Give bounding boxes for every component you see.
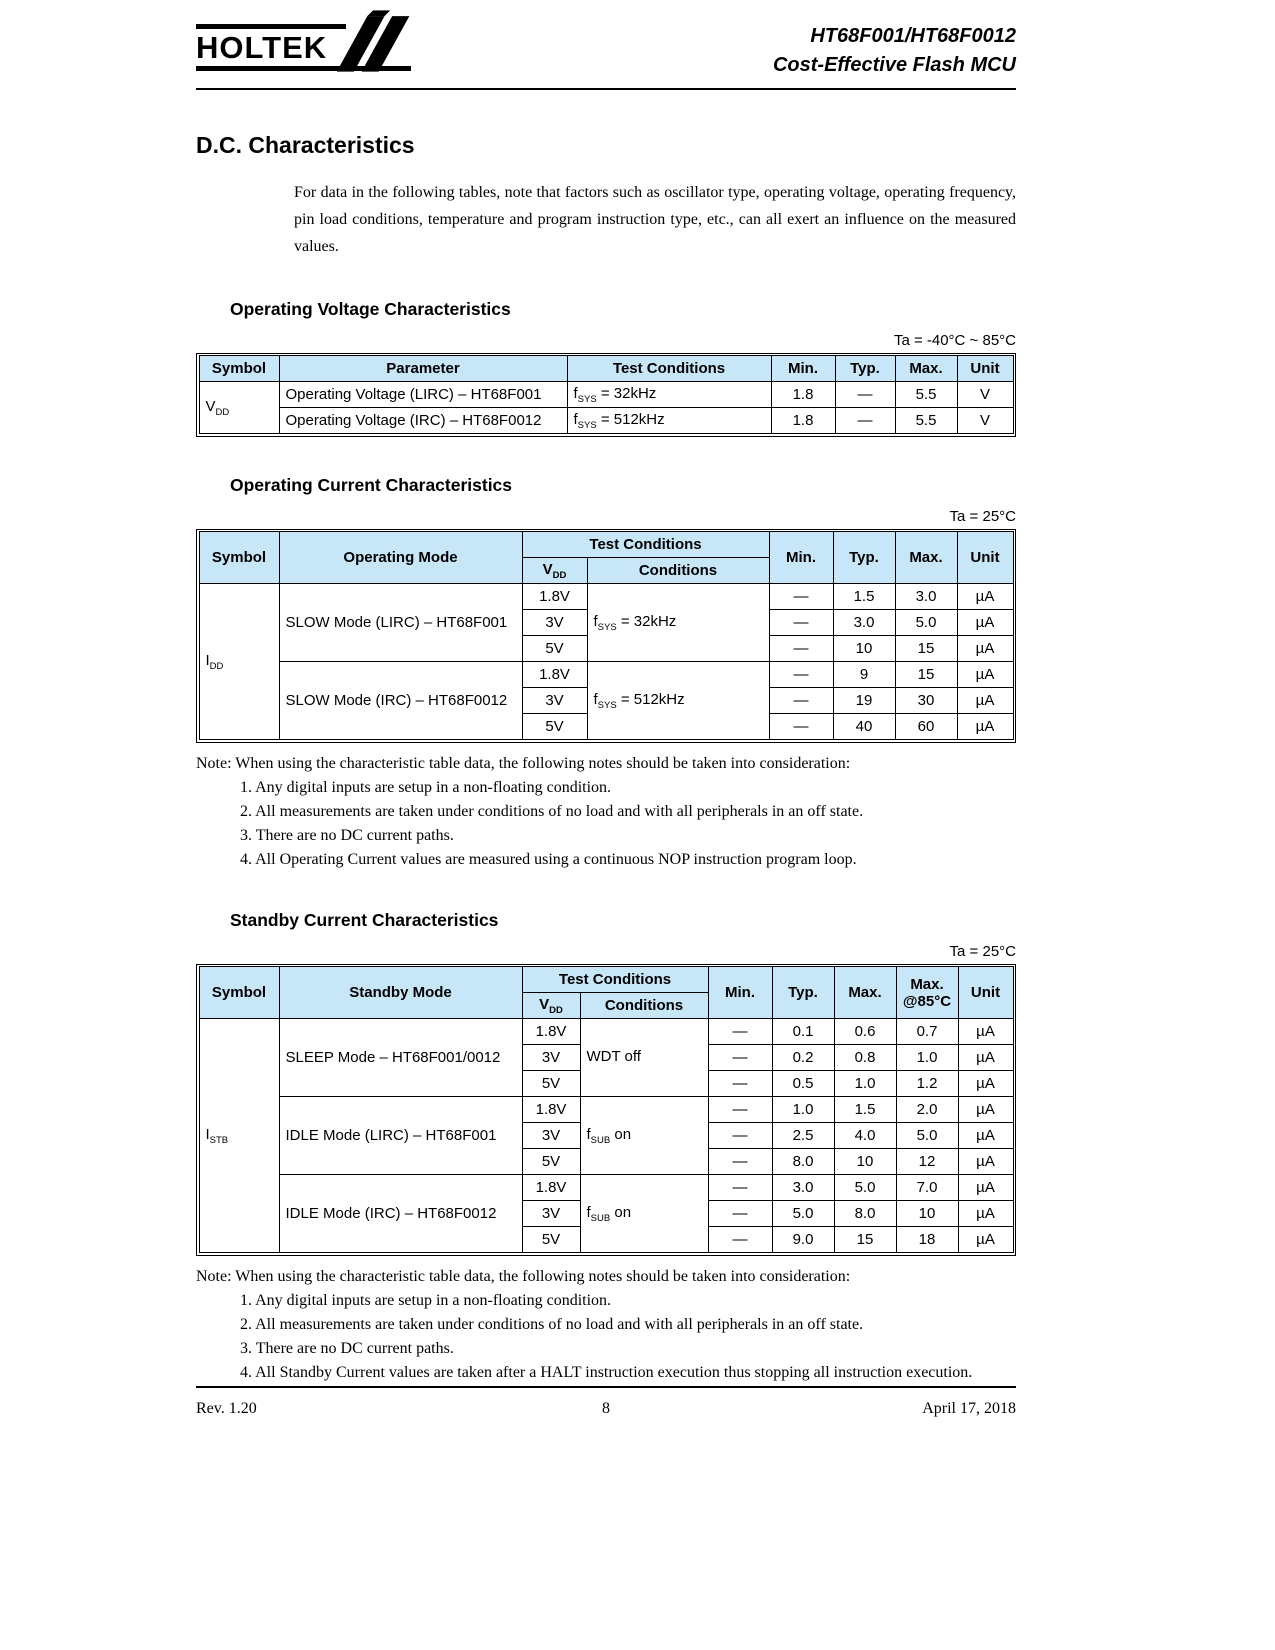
product-name: HT68F001/HT68F0012 bbox=[810, 25, 1016, 47]
cell-unit: µA bbox=[957, 662, 1013, 688]
symbol-sub: DD bbox=[209, 660, 224, 672]
cell-max85: 10 bbox=[896, 1201, 958, 1227]
cell-symbol bbox=[199, 1019, 279, 1253]
cell-mode: IDLE Mode (IRC) – HT68F0012 bbox=[279, 1175, 522, 1253]
cell-max: 5.0 bbox=[834, 1175, 896, 1201]
cell-test-conditions bbox=[567, 382, 771, 408]
cell-unit: µA bbox=[957, 584, 1013, 610]
col-test-conditions: Test Conditions bbox=[522, 967, 708, 993]
symbol-sub: DD bbox=[215, 406, 230, 418]
cell-symbol bbox=[199, 584, 279, 740]
operating-current-section bbox=[196, 475, 1016, 872]
table-row bbox=[199, 408, 1013, 434]
standby-current-section bbox=[196, 910, 1016, 1385]
vdd-sub: DD bbox=[549, 1004, 563, 1016]
cell-max: 0.6 bbox=[834, 1019, 896, 1045]
cond-base: f bbox=[573, 410, 578, 428]
cell-max: 15 bbox=[895, 636, 957, 662]
cell-vdd: 5V bbox=[522, 714, 587, 740]
cell-unit: µA bbox=[958, 1175, 1013, 1201]
operating-voltage-table bbox=[199, 355, 1014, 434]
symbol-base: V bbox=[205, 397, 216, 415]
cell-max85: 5.0 bbox=[896, 1123, 958, 1149]
page-header bbox=[196, 0, 1016, 80]
cell-conditions bbox=[580, 1175, 708, 1253]
header-row bbox=[199, 532, 1013, 558]
symbol-sub: STB bbox=[209, 1134, 229, 1146]
symbol-base: I bbox=[205, 1125, 210, 1143]
col-standby-mode: Standby Mode bbox=[279, 967, 522, 1019]
col-max: Max. bbox=[834, 967, 896, 1019]
col-max: Max. bbox=[895, 532, 957, 584]
intro-paragraph: For data in the following tables, note that factors such as oscillator type, operating voltage, operating frequency, pin load conditions, temperature and program instruction type, etc., can all exert an influence on the measured values. bbox=[294, 184, 1016, 256]
table-row bbox=[199, 1019, 1013, 1045]
cell-unit: µA bbox=[957, 688, 1013, 714]
col-vdd bbox=[522, 558, 587, 584]
cell-max85: 2.0 bbox=[896, 1097, 958, 1123]
cell-vdd: 3V bbox=[522, 688, 587, 714]
col-conditions: Conditions bbox=[580, 993, 708, 1019]
cell-min: — bbox=[708, 1097, 772, 1123]
cell-test-conditions bbox=[567, 408, 771, 434]
cell-min: — bbox=[769, 662, 833, 688]
cell-min: — bbox=[769, 688, 833, 714]
cell-max: 60 bbox=[895, 714, 957, 740]
note-item: 3. There are no DC current paths. bbox=[240, 1339, 454, 1357]
cell-max: 30 bbox=[895, 688, 957, 714]
cell-typ: — bbox=[835, 408, 895, 434]
col-test-conditions: Test Conditions bbox=[567, 356, 771, 382]
note-item: 4. All Operating Current values are measured using a continuous NOP instruction program loop. bbox=[240, 850, 857, 868]
cond-rest: on bbox=[610, 1125, 632, 1143]
cond-sub: SYS bbox=[577, 393, 597, 405]
vdd-base: V bbox=[542, 560, 553, 578]
cell-min: — bbox=[708, 1227, 772, 1253]
cell-conditions bbox=[587, 584, 769, 662]
cell-max85: 18 bbox=[896, 1227, 958, 1253]
cell-unit: µA bbox=[958, 1071, 1013, 1097]
cell-mode: SLOW Mode (LIRC) – HT68F001 bbox=[279, 584, 522, 662]
cell-unit: µA bbox=[957, 714, 1013, 740]
header-rule bbox=[196, 88, 1016, 90]
cell-max: 3.0 bbox=[895, 584, 957, 610]
note-item: 2. All measurements are taken under conditions of no load and with all peripherals in an off state. bbox=[240, 802, 864, 820]
cond-base: f bbox=[586, 1125, 591, 1143]
col-vdd bbox=[522, 993, 580, 1019]
logo-arrows-icon bbox=[331, 10, 417, 72]
cond-rest: = 512kHz bbox=[616, 690, 685, 708]
vdd-base: V bbox=[539, 995, 550, 1013]
cell-typ: 0.2 bbox=[772, 1045, 834, 1071]
cell-unit: µA bbox=[958, 1045, 1013, 1071]
cell-min: 1.8 bbox=[771, 382, 835, 408]
cell-unit: V bbox=[957, 382, 1013, 408]
table-row bbox=[199, 584, 1013, 610]
cell-parameter: Operating Voltage (LIRC) – HT68F001 bbox=[279, 382, 567, 408]
cond-sub: SUB bbox=[590, 1134, 611, 1146]
cond-rest: = 32kHz bbox=[596, 384, 657, 402]
cell-unit: µA bbox=[958, 1149, 1013, 1175]
col-min: Min. bbox=[769, 532, 833, 584]
col-symbol: Symbol bbox=[199, 356, 279, 382]
operating-voltage-table-wrap bbox=[196, 353, 1016, 437]
standby-current-table-wrap bbox=[196, 964, 1016, 1256]
symbol-base: I bbox=[205, 651, 210, 669]
cell-typ: 0.5 bbox=[772, 1071, 834, 1097]
cond-base: f bbox=[573, 384, 578, 402]
document-title-block bbox=[773, 16, 1016, 80]
cell-typ: — bbox=[835, 382, 895, 408]
col-typ: Typ. bbox=[835, 356, 895, 382]
cell-max: 5.5 bbox=[895, 382, 957, 408]
cond-base: f bbox=[586, 1203, 591, 1221]
max85-line1: Max. bbox=[910, 975, 944, 993]
note-block bbox=[196, 1265, 1016, 1385]
cell-max85: 12 bbox=[896, 1149, 958, 1175]
cell-max: 5.5 bbox=[895, 408, 957, 434]
section-heading-operating-current: Operating Current Characteristics bbox=[230, 474, 513, 495]
page-content bbox=[196, 0, 1016, 1385]
cell-typ: 3.0 bbox=[833, 610, 895, 636]
holtek-logo bbox=[196, 16, 411, 80]
max85-line2: @85°C bbox=[902, 992, 952, 1010]
cell-mode: IDLE Mode (LIRC) – HT68F001 bbox=[279, 1097, 522, 1175]
cell-min: — bbox=[769, 714, 833, 740]
cell-typ: 10 bbox=[833, 636, 895, 662]
col-typ: Typ. bbox=[772, 967, 834, 1019]
cell-mode: SLEEP Mode – HT68F001/0012 bbox=[279, 1019, 522, 1097]
cond-sub: SUB bbox=[590, 1212, 611, 1224]
cond-sub: SYS bbox=[597, 699, 617, 711]
cell-typ: 2.5 bbox=[772, 1123, 834, 1149]
operating-voltage-section bbox=[196, 299, 1016, 437]
cell-typ: 40 bbox=[833, 714, 895, 740]
cell-symbol bbox=[199, 382, 279, 434]
cell-min: — bbox=[708, 1045, 772, 1071]
standby-current-table bbox=[199, 966, 1014, 1253]
cell-min: — bbox=[708, 1201, 772, 1227]
note-block bbox=[196, 752, 1016, 872]
cell-max: 1.0 bbox=[834, 1071, 896, 1097]
cond-base: WDT off bbox=[586, 1047, 641, 1065]
cond-rest: on bbox=[610, 1203, 632, 1221]
col-unit: Unit bbox=[957, 532, 1013, 584]
col-conditions: Conditions bbox=[587, 558, 769, 584]
cell-max85: 0.7 bbox=[896, 1019, 958, 1045]
cell-max: 15 bbox=[834, 1227, 896, 1253]
col-unit: Unit bbox=[958, 967, 1013, 1019]
cell-vdd: 1.8V bbox=[522, 584, 587, 610]
note-item: 1. Any digital inputs are setup in a non-floating condition. bbox=[240, 1291, 612, 1309]
cell-max85: 7.0 bbox=[896, 1175, 958, 1201]
cell-vdd: 1.8V bbox=[522, 1097, 580, 1123]
note-item: 3. There are no DC current paths. bbox=[240, 826, 454, 844]
table-row bbox=[199, 1175, 1013, 1201]
cell-typ: 3.0 bbox=[772, 1175, 834, 1201]
cell-max: 5.0 bbox=[895, 610, 957, 636]
cell-max: 10 bbox=[834, 1149, 896, 1175]
header-row bbox=[199, 967, 1013, 993]
page-title: D.C. Characteristics bbox=[196, 132, 415, 158]
cell-min: — bbox=[708, 1175, 772, 1201]
cell-conditions bbox=[580, 1019, 708, 1097]
cell-typ: 1.5 bbox=[833, 584, 895, 610]
note-intro: Note: When using the characteristic table data, the following notes should be taken into consideration: bbox=[196, 1267, 851, 1285]
note-item: 2. All measurements are taken under conditions of no load and with all peripherals in an off state. bbox=[240, 1315, 864, 1333]
cell-min: — bbox=[769, 584, 833, 610]
cond-base: f bbox=[593, 690, 598, 708]
header-row bbox=[199, 356, 1013, 382]
cell-mode: SLOW Mode (IRC) – HT68F0012 bbox=[279, 662, 522, 740]
cell-min: — bbox=[708, 1149, 772, 1175]
cond-sub: SYS bbox=[577, 419, 597, 431]
cell-min: — bbox=[708, 1123, 772, 1149]
cell-parameter: Operating Voltage (IRC) – HT68F0012 bbox=[279, 408, 567, 434]
cell-typ: 8.0 bbox=[772, 1149, 834, 1175]
note-item: 4. All Standby Current values are taken after a HALT instruction execution thus stopping all instruction execution. bbox=[240, 1363, 973, 1381]
footer-revision: Rev. 1.20 bbox=[196, 1400, 257, 1417]
temperature-condition: Ta = 25°C bbox=[949, 507, 1016, 525]
cell-typ: 0.1 bbox=[772, 1019, 834, 1045]
cell-min: — bbox=[708, 1019, 772, 1045]
note-intro: Note: When using the characteristic table data, the following notes should be taken into consideration: bbox=[196, 754, 851, 772]
cell-unit: µA bbox=[958, 1123, 1013, 1149]
footer-page-number: 8 bbox=[601, 1400, 610, 1417]
cell-typ: 9.0 bbox=[772, 1227, 834, 1253]
cond-rest: = 512kHz bbox=[596, 410, 665, 428]
cell-vdd: 1.8V bbox=[522, 1019, 580, 1045]
cond-sub: SYS bbox=[597, 621, 617, 633]
cell-vdd: 5V bbox=[522, 1227, 580, 1253]
table-row bbox=[199, 662, 1013, 688]
footer-date: April 17, 2018 bbox=[922, 1400, 1016, 1417]
col-parameter: Parameter bbox=[279, 356, 567, 382]
cell-vdd: 5V bbox=[522, 636, 587, 662]
temperature-condition: Ta = 25°C bbox=[949, 942, 1016, 960]
col-operating-mode: Operating Mode bbox=[279, 532, 522, 584]
cell-max85: 1.0 bbox=[896, 1045, 958, 1071]
temperature-condition: Ta = -40°C ~ 85°C bbox=[893, 331, 1016, 349]
col-min: Min. bbox=[708, 967, 772, 1019]
col-symbol: Symbol bbox=[199, 967, 279, 1019]
cell-max: 15 bbox=[895, 662, 957, 688]
section-heading-standby-current: Standby Current Characteristics bbox=[230, 909, 499, 930]
cell-max85: 1.2 bbox=[896, 1071, 958, 1097]
cell-unit: V bbox=[957, 408, 1013, 434]
cond-rest: = 32kHz bbox=[616, 612, 677, 630]
cell-min: — bbox=[769, 610, 833, 636]
cell-vdd: 1.8V bbox=[522, 1175, 580, 1201]
cell-typ: 9 bbox=[833, 662, 895, 688]
logo-top-bar bbox=[196, 24, 346, 29]
col-min: Min. bbox=[771, 356, 835, 382]
cell-unit: µA bbox=[957, 610, 1013, 636]
cell-vdd: 5V bbox=[522, 1071, 580, 1097]
cell-conditions bbox=[580, 1097, 708, 1175]
cell-max: 1.5 bbox=[834, 1097, 896, 1123]
cell-max: 8.0 bbox=[834, 1201, 896, 1227]
operating-current-table bbox=[199, 531, 1014, 740]
cell-vdd: 3V bbox=[522, 1045, 580, 1071]
col-symbol: Symbol bbox=[199, 532, 279, 584]
cell-max: 0.8 bbox=[834, 1045, 896, 1071]
page-footer bbox=[196, 1386, 1016, 1418]
cell-vdd: 5V bbox=[522, 1149, 580, 1175]
cell-vdd: 3V bbox=[522, 610, 587, 636]
cell-max: 4.0 bbox=[834, 1123, 896, 1149]
cell-unit: µA bbox=[958, 1201, 1013, 1227]
col-typ: Typ. bbox=[833, 532, 895, 584]
cell-unit: µA bbox=[958, 1097, 1013, 1123]
cell-vdd: 1.8V bbox=[522, 662, 587, 688]
cell-typ: 1.0 bbox=[772, 1097, 834, 1123]
cond-base: f bbox=[593, 612, 598, 630]
product-subtitle: Cost-Effective Flash MCU bbox=[772, 54, 1016, 76]
col-test-conditions: Test Conditions bbox=[522, 532, 769, 558]
section-heading-operating-voltage: Operating Voltage Characteristics bbox=[230, 298, 511, 319]
cell-vdd: 3V bbox=[522, 1123, 580, 1149]
cell-unit: µA bbox=[958, 1227, 1013, 1253]
note-item: 1. Any digital inputs are setup in a non-floating condition. bbox=[240, 778, 612, 796]
col-max-85 bbox=[896, 967, 958, 1019]
table-row bbox=[199, 382, 1013, 408]
cell-conditions bbox=[587, 662, 769, 740]
cell-min: — bbox=[769, 636, 833, 662]
table-row bbox=[199, 1097, 1013, 1123]
operating-current-table-wrap bbox=[196, 529, 1016, 743]
cell-min: — bbox=[708, 1071, 772, 1097]
cell-min: 1.8 bbox=[771, 408, 835, 434]
cell-vdd: 3V bbox=[522, 1201, 580, 1227]
col-max: Max. bbox=[895, 356, 957, 382]
cell-typ: 5.0 bbox=[772, 1201, 834, 1227]
vdd-sub: DD bbox=[552, 569, 567, 581]
cell-unit: µA bbox=[957, 636, 1013, 662]
cell-typ: 19 bbox=[833, 688, 895, 714]
cell-unit: µA bbox=[958, 1019, 1013, 1045]
logo-wordmark: HOLTEK bbox=[196, 30, 328, 65]
col-unit: Unit bbox=[957, 356, 1013, 382]
